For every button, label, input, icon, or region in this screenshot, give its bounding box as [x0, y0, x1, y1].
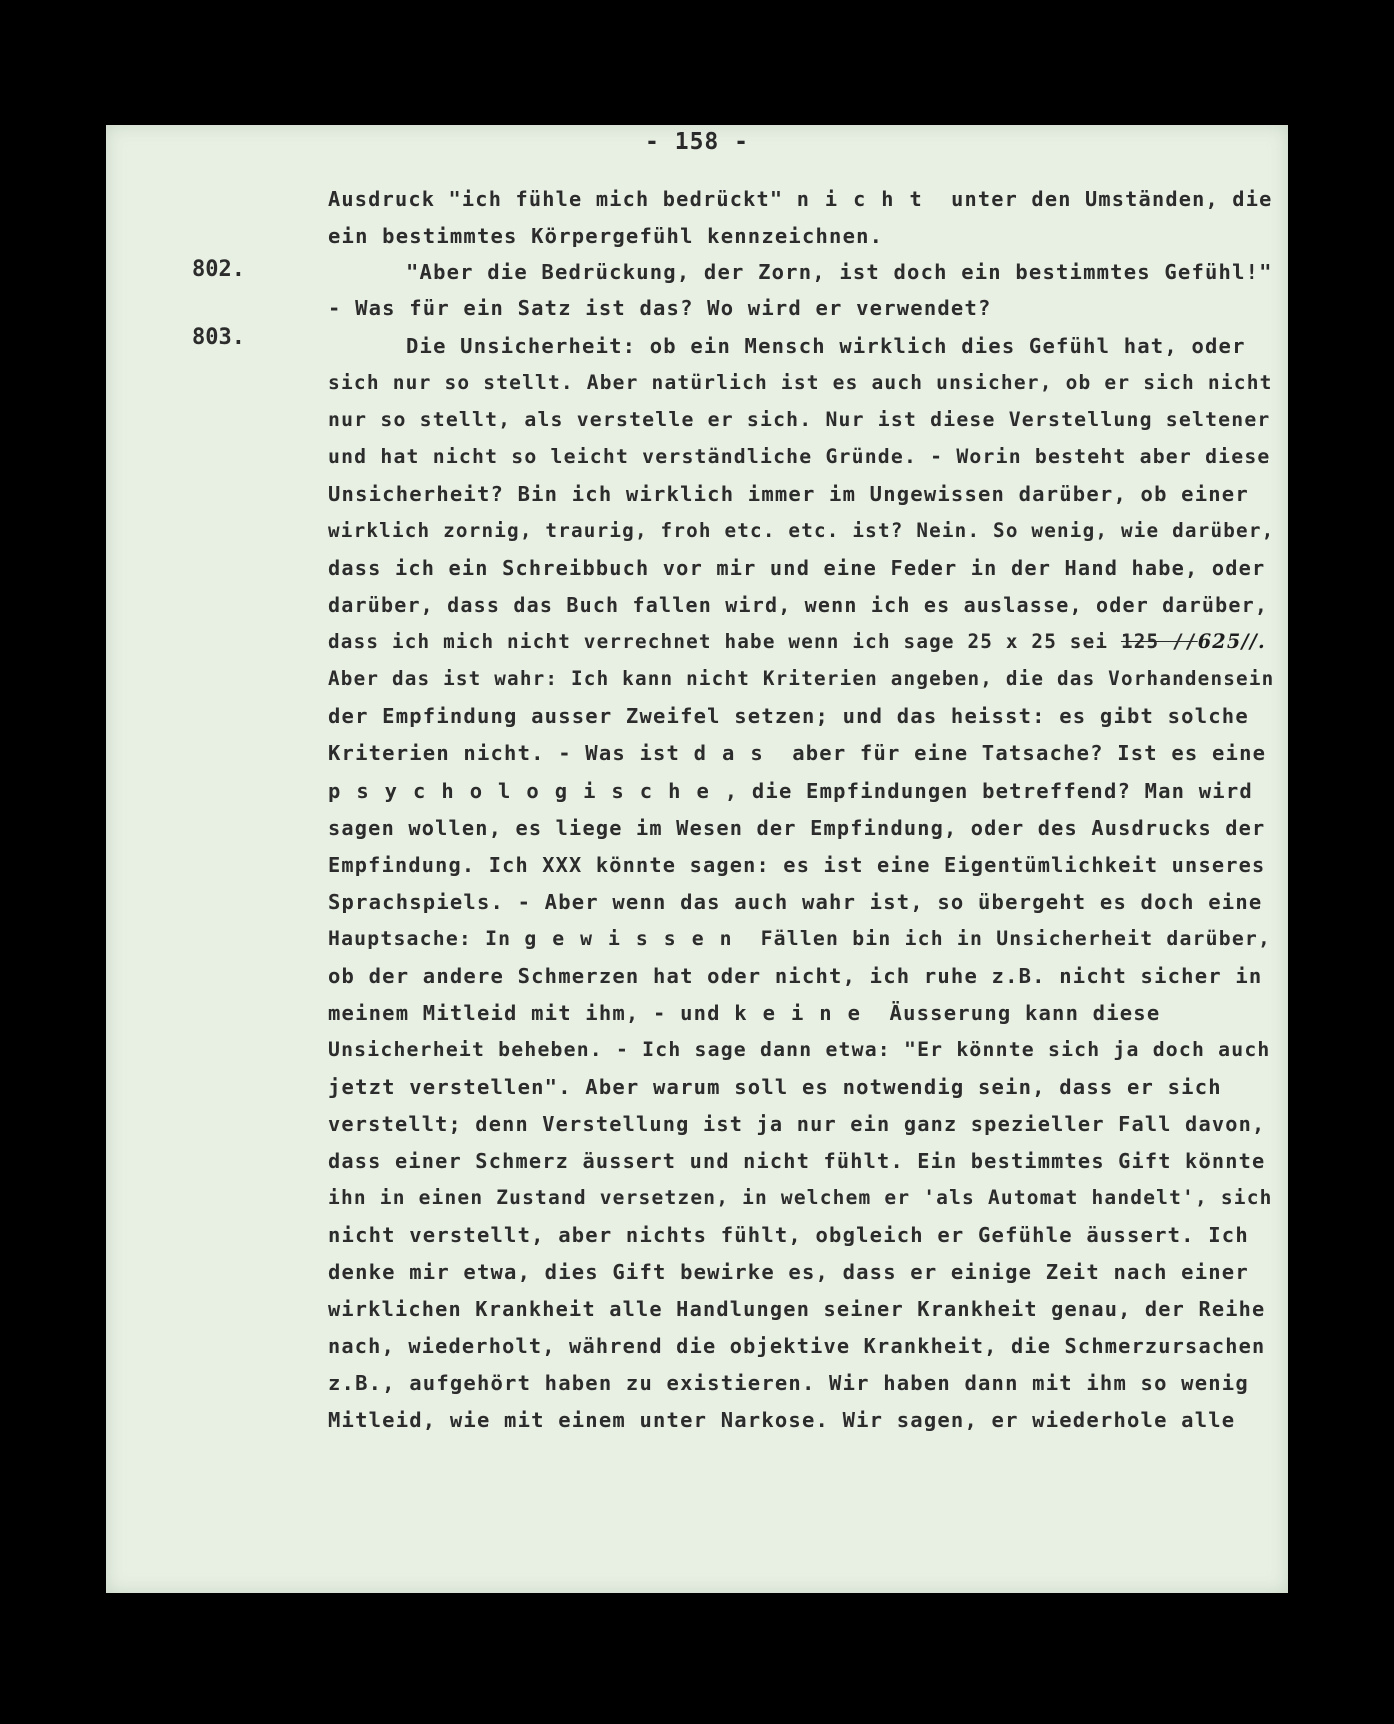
- text-line: dass ich ein Schreibbuch vor mir und eine Feder in der Hand habe, oder: [328, 556, 1266, 580]
- text-line: nur so stellt, als verstelle er sich. Nur ist diese Verstellung seltener: [328, 408, 1271, 431]
- text-line: - Was für ein Satz ist das? Wo wird er verwendet?: [328, 296, 992, 320]
- text-line: Empfindung. Ich XXX könnte sagen: es ist eine Eigentümlichkeit unseres: [328, 853, 1266, 877]
- text-line: verstellt; denn Verstellung ist ja nur ein ganz spezieller Fall davon,: [328, 1112, 1266, 1136]
- text-line: darüber, dass das Buch fallen wird, wenn ich es auslasse, oder darüber,: [328, 593, 1269, 617]
- text-line: und hat nicht so leicht verständliche Gründe. - Worin besteht aber diese: [328, 445, 1271, 468]
- text-line: ihn in einen Zustand versetzen, in welchem er 'als Automat handelt', sich: [328, 1186, 1273, 1209]
- text-line: nicht verstellt, aber nichts fühlt, obgleich er Gefühle äussert. Ich: [328, 1223, 1249, 1247]
- text-line: Mitleid, wie mit einem unter Narkose. Wir sagen, er wiederhole alle: [328, 1408, 1236, 1432]
- text-line: denke mir etwa, dies Gift bewirke es, dass er einige Zeit nach einer: [328, 1260, 1249, 1284]
- struck-out-number: 125 //: [1120, 630, 1198, 653]
- text-line: wirklichen Krankheit alle Handlungen seiner Krankheit genau, der Reihe: [328, 1297, 1266, 1321]
- page-number: - 158 -: [645, 129, 749, 155]
- text-line: jetzt verstellen". Aber warum soll es notwendig sein, dass er sich: [328, 1075, 1222, 1099]
- text-line: Sprachspiels. - Aber wenn das auch wahr ist, so übergeht es doch eine: [328, 890, 1263, 914]
- text-line: nach, wiederholt, während die objektive Krankheit, die Schmerzursachen: [328, 1334, 1266, 1358]
- text-line: Unsicherheit? Bin ich wirklich immer im Ungewissen darüber, ob einer: [328, 482, 1249, 506]
- text-line: sagen wollen, es liege im Wesen der Empfindung, oder des Ausdrucks der: [328, 816, 1266, 840]
- typescript-page: [106, 125, 1288, 1593]
- text-line: z.B., aufgehört haben zu existieren. Wir haben dann mit ihm so wenig: [328, 1371, 1249, 1395]
- text-line: sich nur so stellt. Aber natürlich ist es auch unsicher, ob er sich nicht: [328, 371, 1273, 394]
- paragraph-number-803: 803.: [192, 325, 245, 350]
- text-line: wirklich zornig, traurig, froh etc. etc. ist? Nein. So wenig, wie darüber,: [328, 519, 1275, 542]
- text-line: dass ich mich nicht verrechnet habe wenn ich sage 25 x 25 sei 125 //625//.: [328, 630, 1266, 653]
- text-line: Ausdruck "ich fühle mich bedrückt" nicht unter den Umständen, die: [328, 187, 1273, 211]
- text-line: ein bestimmtes Körpergefühl kennzeichnen.: [328, 224, 884, 248]
- text-line: der Empfindung ausser Zweifel setzen; und das heisst: es gibt solche: [328, 704, 1249, 728]
- text-line: psychologische, die Empfindungen betreffend? Man wird: [328, 779, 1253, 803]
- handwritten-correction: 625//.: [1197, 630, 1266, 653]
- text-line: Unsicherheit beheben. - Ich sage dann etwa: "Er könnte sich ja doch auch: [328, 1038, 1271, 1061]
- paragraph-number-802: 802.: [192, 257, 245, 282]
- text-line: Hauptsache: In gewissen Fällen bin ich in Unsicherheit darüber,: [328, 927, 1272, 950]
- text-line: dass einer Schmerz äussert und nicht fühlt. Ein bestimmtes Gift könnte: [328, 1149, 1266, 1173]
- text-line: meinem Mitleid mit ihm, - und keine Äusserung kann diese: [328, 1001, 1161, 1025]
- text-line: Kriterien nicht. - Was ist das aber für eine Tatsache? Ist es eine: [328, 741, 1267, 765]
- text-line: "Aber die Bedrückung, der Zorn, ist doch ein bestimmtes Gefühl!": [406, 260, 1273, 284]
- text-line: Die Unsicherheit: ob ein Mensch wirklich dies Gefühl hat, oder: [406, 334, 1246, 358]
- text-line: Aber das ist wahr: Ich kann nicht Kriterien angeben, die das Vorhandensein: [328, 667, 1275, 690]
- text-line: ob der andere Schmerzen hat oder nicht, ich ruhe z.B. nicht sicher in: [328, 964, 1263, 988]
